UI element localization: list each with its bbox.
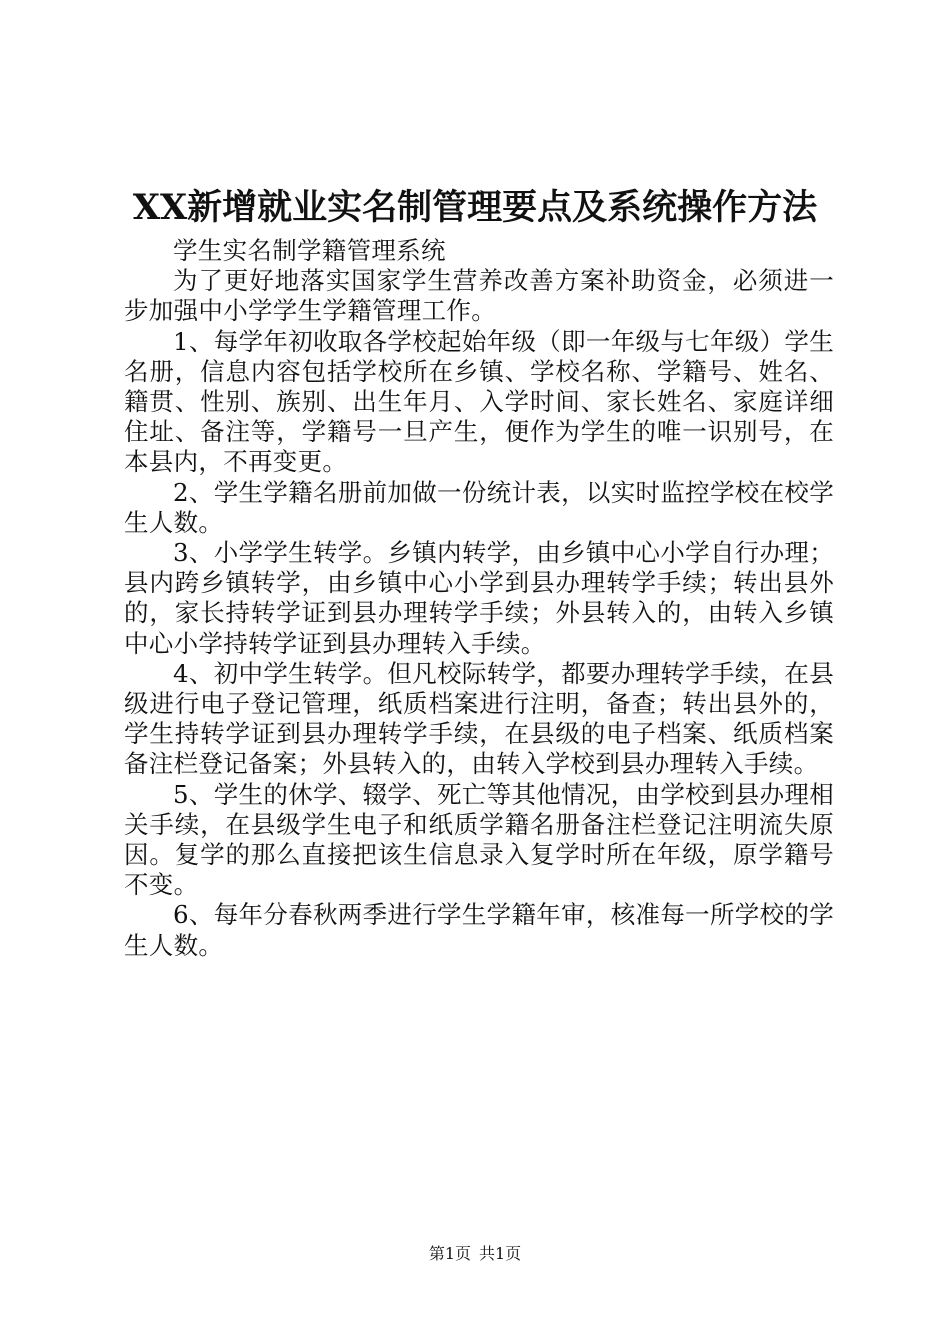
document-body <box>124 236 834 961</box>
page-number: 第1页 <box>428 1244 471 1263</box>
paragraph-item-1: 1、每学年初收取各学校起始年级（即一年级与七年级）学生名册，信息内容包括学校所在乡镇、学校名称、学籍号、姓名、籍贯、性别、族别、出生年月、入学时间、家长姓名、家庭详细住址、备注等，学籍号一旦产生，便作为学生的唯一识别号，在本县内，不再变更。 <box>124 326 834 477</box>
paragraph-item-5: 5、学生的休学、辍学、死亡等其他情况，由学校到县办理相关手续，在县级学生电子和纸质学籍名册备注栏登记注明流失原因。复学的那么直接把该生信息录入复学时所在年级，原学籍号不变。 <box>124 779 834 900</box>
page-total: 共1页 <box>479 1244 522 1263</box>
page-footer <box>0 1243 950 1265</box>
paragraph-intro: 为了更好地落实国家学生营养改善方案补助资金，必须进一步加强中小学学生学籍管理工作。 <box>124 266 834 326</box>
paragraph-item-4: 4、初中学生转学。但凡校际转学，都要办理转学手续，在县级进行电子登记管理，纸质档案进行注明，备查；转出县外的，学生持转学证到县办理转学手续，在县级的电子档案、纸质档案备注栏登记备案；外县转入的，由转入学校到县办理转入手续。 <box>124 658 834 779</box>
document-title: XX新增就业实名制管理要点及系统操作方法 <box>132 187 818 228</box>
section-heading: 学生实名制学籍管理系统 <box>173 236 446 265</box>
paragraph-item-2: 2、学生学籍名册前加做一份统计表，以实时监控学校在校学生人数。 <box>124 477 834 537</box>
paragraph-item-3: 3、小学学生转学。乡镇内转学，由乡镇中心小学自行办理；县内跨乡镇转学，由乡镇中心小学到县办理转学手续；转出县外的，家长持转学证到县办理转学手续；外县转入的，由转入乡镇中心小学持转学证到县办理转入手续。 <box>124 538 834 658</box>
paragraph-item-6: 6、每年分春秋两季进行学生学籍年审，核准每一所学校的学生人数。 <box>124 900 834 960</box>
